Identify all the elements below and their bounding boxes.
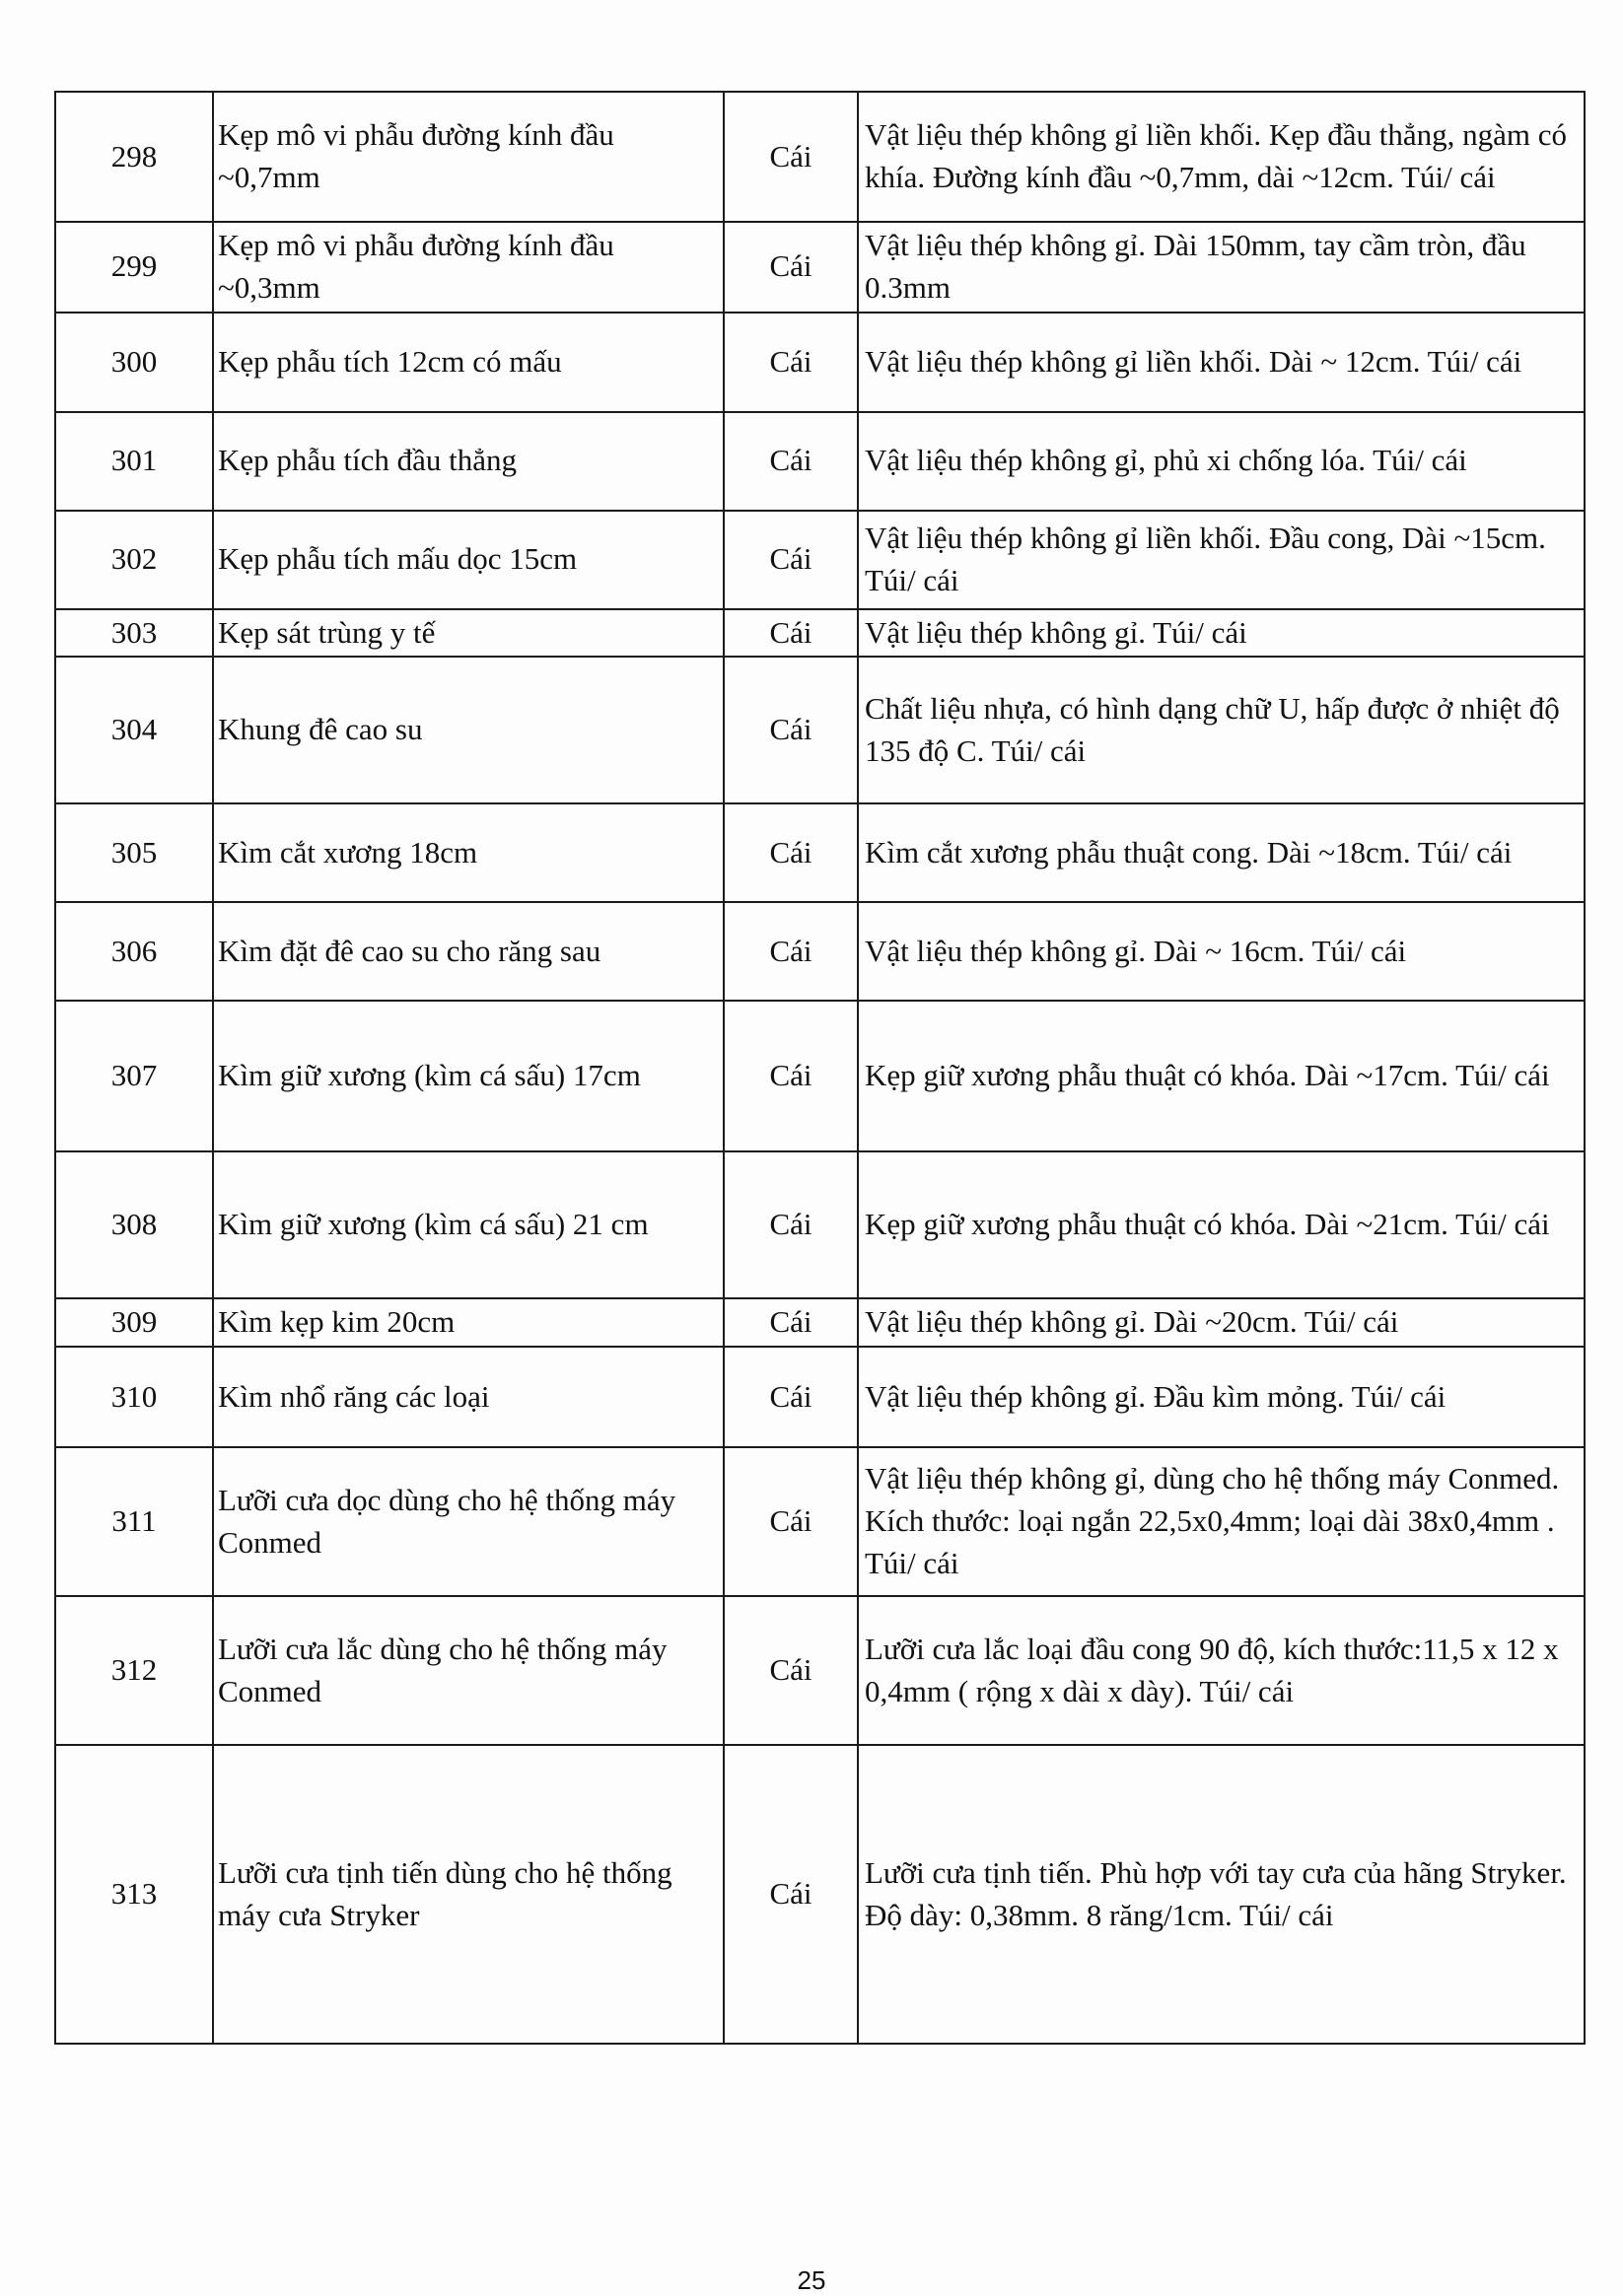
item-unit: Cái [724,657,858,803]
item-spec: Lưỡi cưa tịnh tiến. Phù hợp với tay cưa của hãng Stryker. Độ dày: 0,38mm. 8 răng/1cm. Túi/ cái [858,1745,1585,2044]
table-row [55,412,1585,511]
item-spec: Vật liệu thép không gỉ liền khối. Đầu cong, Dài ~15cm. Túi/ cái [858,511,1585,609]
item-spec: Kẹp giữ xương phẫu thuật có khóa. Dài ~17cm. Túi/ cái [858,1001,1585,1151]
item-name: Khung đê cao su [213,657,724,803]
table-row [55,1151,1585,1298]
item-unit: Cái [724,92,858,222]
item-name: Lưỡi cưa dọc dùng cho hệ thống máy Conmed [213,1447,724,1596]
row-number: 298 [55,92,213,222]
item-unit: Cái [724,902,858,1001]
item-spec: Kìm cắt xương phẫu thuật cong. Dài ~18cm. Túi/ cái [858,803,1585,902]
item-unit: Cái [724,609,858,658]
item-name: Lưỡi cưa lắc dùng cho hệ thống máy Conmed [213,1596,724,1745]
table-row [55,902,1585,1001]
table-row [55,313,1585,412]
row-number: 303 [55,609,213,658]
row-number: 308 [55,1151,213,1298]
table-row [55,803,1585,902]
row-number: 305 [55,803,213,902]
row-number: 310 [55,1347,213,1447]
row-number: 306 [55,902,213,1001]
item-spec: Kẹp giữ xương phẫu thuật có khóa. Dài ~21cm. Túi/ cái [858,1151,1585,1298]
item-unit: Cái [724,1745,858,2044]
item-name: Kìm kẹp kim 20cm [213,1298,724,1347]
item-spec: Vật liệu thép không gỉ. Dài 150mm, tay cầm tròn, đầu 0.3mm [858,222,1585,313]
item-spec: Vật liệu thép không gỉ. Dài ~20cm. Túi/ cái [858,1298,1585,1347]
table-row [55,657,1585,803]
table-row [55,92,1585,222]
item-name: Kìm giữ xương (kìm cá sấu) 17cm [213,1001,724,1151]
item-name: Kẹp mô vi phẫu đường kính đầu ~0,3mm [213,222,724,313]
table-row [55,1596,1585,1745]
item-unit: Cái [724,1298,858,1347]
item-unit: Cái [724,313,858,412]
item-spec: Lưỡi cưa lắc loại đầu cong 90 độ, kích thước:11,5 x 12 x 0,4mm ( rộng x dài x dày). Túi/ cái [858,1596,1585,1745]
table-row [55,1447,1585,1596]
row-number: 311 [55,1447,213,1596]
item-spec: Vật liệu thép không gỉ. Dài ~ 16cm. Túi/ cái [858,902,1585,1001]
item-spec: Chất liệu nhựa, có hình dạng chữ U, hấp được ở nhiệt độ 135 độ C. Túi/ cái [858,657,1585,803]
item-unit: Cái [724,803,858,902]
equipment-table [54,91,1586,2045]
table-body [55,92,1585,2044]
item-spec: Vật liệu thép không gỉ. Đầu kìm mỏng. Túi/ cái [858,1347,1585,1447]
row-number: 304 [55,657,213,803]
table-row [55,609,1585,658]
item-unit: Cái [724,1596,858,1745]
item-spec: Vật liệu thép không gỉ, dùng cho hệ thống máy Conmed. Kích thước: loại ngắn 22,5x0,4mm; loại dài 38x0,4mm . Túi/ cái [858,1447,1585,1596]
row-number: 312 [55,1596,213,1745]
item-name: Kìm cắt xương 18cm [213,803,724,902]
table-row [55,511,1585,609]
item-name: Kẹp phẫu tích 12cm có mấu [213,313,724,412]
item-name: Kẹp phẫu tích đầu thẳng [213,412,724,511]
table-row [55,1745,1585,2044]
row-number: 301 [55,412,213,511]
item-name: Kẹp phẫu tích mấu dọc 15cm [213,511,724,609]
item-name: Kìm nhổ răng các loại [213,1347,724,1447]
item-name: Kìm giữ xương (kìm cá sấu) 21 cm [213,1151,724,1298]
item-name: Kìm đặt đê cao su cho răng sau [213,902,724,1001]
item-unit: Cái [724,1151,858,1298]
item-name: Lưỡi cưa tịnh tiến dùng cho hệ thống máy cưa Stryker [213,1745,724,2044]
item-unit: Cái [724,511,858,609]
table-row [55,222,1585,313]
item-unit: Cái [724,1347,858,1447]
item-unit: Cái [724,1001,858,1151]
table-row [55,1001,1585,1151]
row-number: 313 [55,1745,213,2044]
item-unit: Cái [724,222,858,313]
item-name: Kẹp sát trùng y tế [213,609,724,658]
item-spec: Vật liệu thép không gỉ. Túi/ cái [858,609,1585,658]
row-number: 299 [55,222,213,313]
item-unit: Cái [724,412,858,511]
item-spec: Vật liệu thép không gỉ, phủ xi chống lóa. Túi/ cái [858,412,1585,511]
item-spec: Vật liệu thép không gỉ liền khối. Dài ~ 12cm. Túi/ cái [858,313,1585,412]
row-number: 309 [55,1298,213,1347]
item-name: Kẹp mô vi phẫu đường kính đầu ~0,7mm [213,92,724,222]
item-unit: Cái [724,1447,858,1596]
table-row [55,1347,1585,1447]
table-row [55,1298,1585,1347]
row-number: 302 [55,511,213,609]
row-number: 300 [55,313,213,412]
page-number: 25 [797,2265,826,2295]
row-number: 307 [55,1001,213,1151]
item-spec: Vật liệu thép không gỉ liền khối. Kẹp đầu thẳng, ngàm có khía. Đường kính đầu ~0,7mm, dài ~12cm. Túi/ cái [858,92,1585,222]
